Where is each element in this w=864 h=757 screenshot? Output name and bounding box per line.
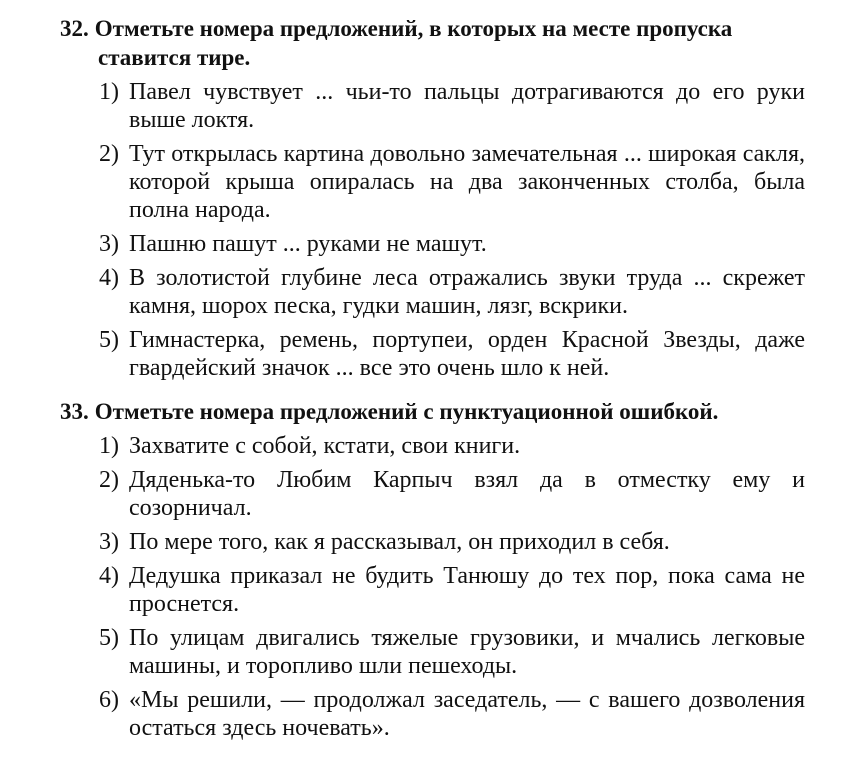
answer-options-list [60, 432, 805, 742]
task-33 [60, 397, 805, 742]
answer-option [60, 78, 805, 134]
answer-option [60, 562, 805, 618]
answer-option [60, 624, 805, 680]
option-text: Захватите с собой, кстати, свои книги. [129, 433, 521, 459]
option-number: 4) [99, 563, 119, 589]
answer-option [60, 686, 805, 742]
option-text: В золотистой глубине леса отражались звуки труда ... скрежет камня, шорох песка, гудки машин, лязг, вскрики. [129, 265, 805, 319]
option-text: Пашню пашут ... руками не машут. [129, 231, 487, 257]
task-number: 32. [60, 16, 89, 41]
option-number: 2) [99, 467, 119, 493]
task-title: Отметьте номера предложений, в которых на месте пропуска [94, 16, 733, 41]
option-text: По мере того, как я рассказывал, он приходил в себя. [129, 529, 670, 555]
task-heading [60, 14, 805, 72]
task-number: 33. [60, 399, 89, 424]
option-text: Гимнастерка, ремень, портупеи, орден Красной Звезды, даже гвардейский значок ... все это очень шло к ней. [129, 327, 805, 381]
option-text: По улицам двигались тяжелые грузовики, и мчались легковые машины, и торопливо шли пешеходы. [129, 625, 805, 679]
option-number: 1) [99, 433, 119, 459]
option-text: «Мы решили, — продолжал заседатель, — с вашего дозволения остаться здесь ночевать». [129, 687, 805, 741]
task-heading [60, 397, 805, 426]
option-text: Дяденька-то Любим Карпыч взял да в отместку ему и созорничал. [129, 467, 805, 521]
task-title-continuation: ставится тире. [98, 45, 251, 70]
option-number: 1) [99, 79, 119, 105]
option-number: 5) [99, 327, 119, 353]
answer-option [60, 230, 805, 258]
option-number: 6) [99, 687, 119, 713]
option-number: 4) [99, 265, 119, 291]
option-text: Дедушка приказал не будить Танюшу до тех пор, пока сама не проснется. [129, 563, 805, 617]
answer-option [60, 528, 805, 556]
answer-option [60, 264, 805, 320]
option-text: Тут открылась картина довольно замечательная ... широкая сакля, которой крыша опиралась на два законченных столба, была полна народа. [129, 141, 805, 223]
task-title: Отметьте номера предложений с пунктуационной ошибкой. [94, 399, 719, 424]
task-32 [60, 14, 805, 382]
option-number: 3) [99, 231, 119, 257]
answer-option [60, 466, 805, 522]
answer-option [60, 140, 805, 224]
answer-options-list [60, 78, 805, 382]
option-number: 5) [99, 625, 119, 651]
option-text: Павел чувствует ... чьи-то пальцы дотрагиваются до его руки выше локтя. [129, 79, 805, 133]
answer-option [60, 432, 805, 460]
option-number: 3) [99, 529, 119, 555]
option-number: 2) [99, 141, 119, 167]
answer-option [60, 326, 805, 382]
